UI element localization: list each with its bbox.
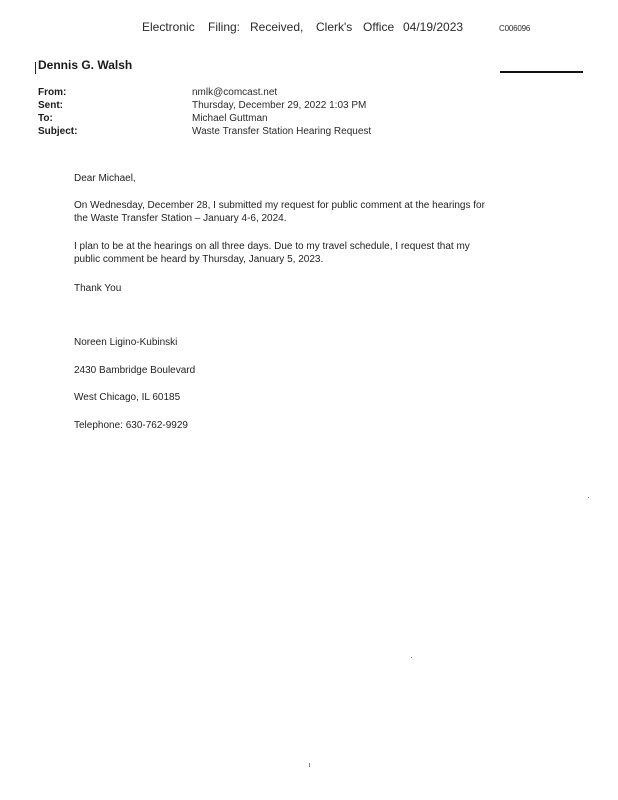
sent-label: Sent: xyxy=(38,100,63,111)
margin-mark xyxy=(35,62,36,74)
sender-name: Dennis G. Walsh xyxy=(38,58,133,72)
signature-address: 2430 Bambridge Boulevard xyxy=(74,365,196,376)
subject-label: Subject: xyxy=(38,126,78,137)
stamp-code: C006096 xyxy=(499,24,531,33)
signature-phone: Telephone: 630-762-9929 xyxy=(74,420,188,431)
paragraph-2-line-1: I plan to be at the hearings on all three days. Due to my travel schedule, I request that my xyxy=(74,241,470,252)
from-label: From: xyxy=(38,87,67,98)
signature-city: West Chicago, IL 60185 xyxy=(74,392,181,403)
paragraph-1-line-1: On Wednesday, December 28, I submitted my request for public comment at the hearings for xyxy=(74,200,485,211)
to-value: Michael Guttman xyxy=(192,113,268,124)
scan-speck xyxy=(411,657,412,658)
greeting: Dear Michael, xyxy=(74,173,136,184)
header-rule xyxy=(500,71,583,73)
subject-value: Waste Transfer Station Hearing Request xyxy=(192,126,372,137)
stamp-word-electronic: Electronic xyxy=(142,20,195,34)
closing: Thank You xyxy=(74,283,122,294)
stamp-word-received: Received, xyxy=(250,20,304,34)
scan-speck xyxy=(588,497,589,498)
scan-speck xyxy=(309,763,310,767)
filing-stamp xyxy=(0,20,618,38)
to-label: To: xyxy=(38,113,53,124)
stamp-word-clerks: Clerk's xyxy=(316,20,353,34)
paragraph-2-line-2: public comment be heard by Thursday, January 5, 2023. xyxy=(74,254,324,265)
stamp-date: 04/19/2023 xyxy=(403,20,464,34)
stamp-word-filing: Filing: xyxy=(208,20,241,34)
from-value: nmlk@comcast.net xyxy=(192,87,278,98)
stamp-word-office: Office xyxy=(363,20,395,34)
signature-name: Noreen Ligino-Kubinski xyxy=(74,337,178,348)
paragraph-1-line-2: the Waste Transfer Station – January 4-6, 2024. xyxy=(74,213,287,224)
sent-value: Thursday, December 29, 2022 1:03 PM xyxy=(192,100,367,111)
